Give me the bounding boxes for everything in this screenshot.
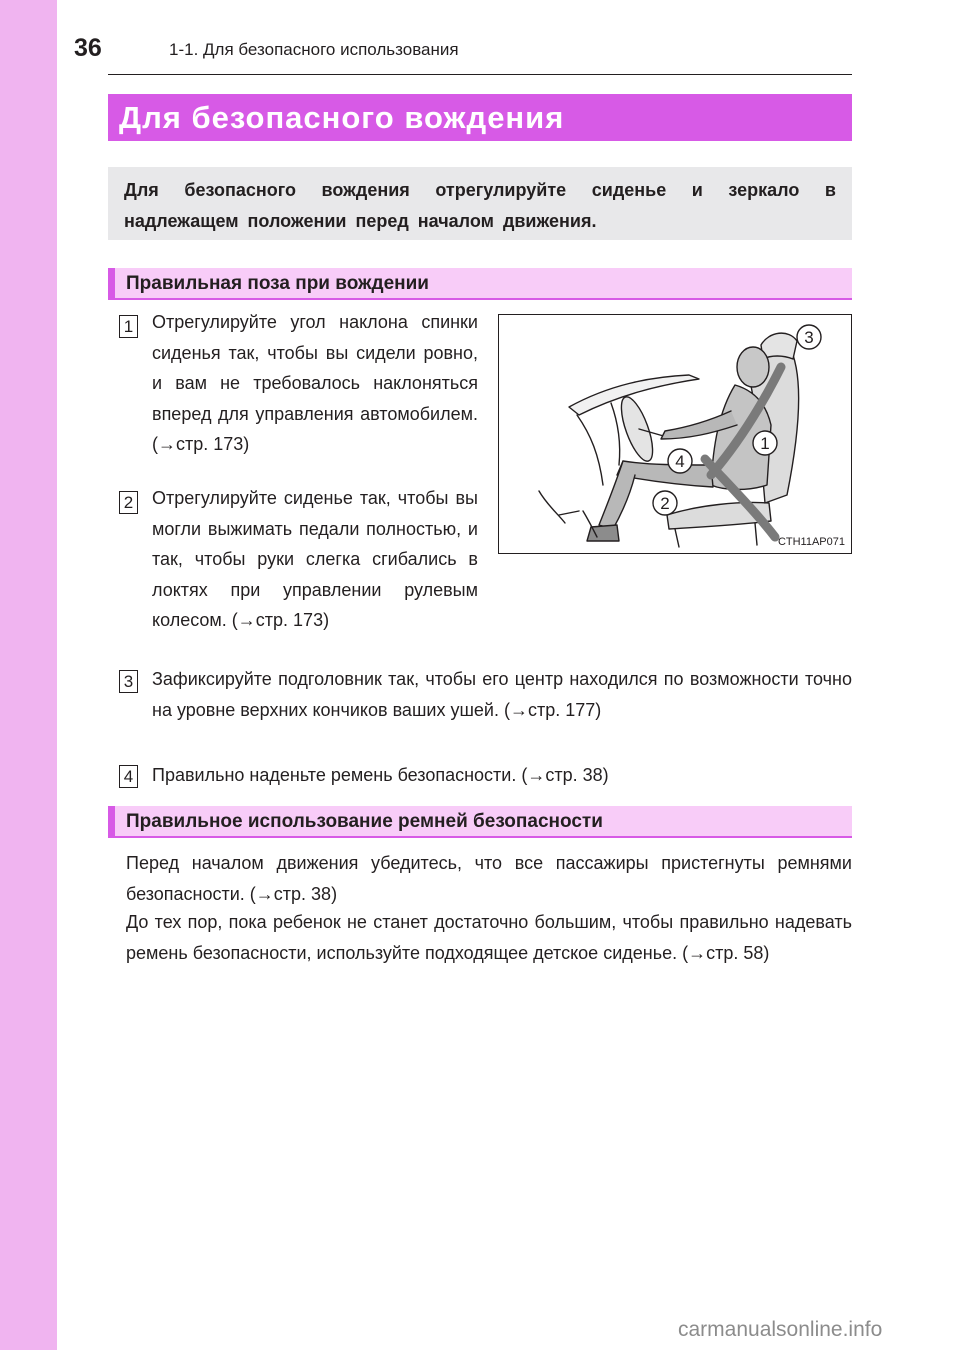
item-number-4: 4 [119, 765, 138, 788]
item-number-2: 2 [119, 491, 138, 514]
section-intro: Для безопасного вождения отрегулируйте сиденье и зеркало в надлежащем положении перед началом движения. [108, 167, 852, 240]
callout-1: 1 [760, 434, 770, 453]
callout-3: 3 [804, 328, 814, 347]
item-text-2: Отрегулируйте сиденье так, чтобы вы могли выжимать педали полностью, и так, чтобы руки слегка сгибались в локтях при управлении рулевым колесом. (→стр. 173) [152, 488, 478, 630]
side-tab-bar [0, 0, 57, 1350]
figure-code: CTH11AP071 [777, 536, 845, 548]
header-rule [108, 74, 852, 75]
callout-2: 2 [660, 494, 670, 513]
item-text-3: Зафиксируйте подголовник так, чтобы его центр находился по возможности точно на уровне верхних кончиков ваших ушей. (→стр. 177) [152, 669, 852, 720]
driver-seat-posture-illustration [499, 315, 851, 553]
driving-posture-figure [498, 314, 852, 554]
posture-heading: Правильная поза при вождении [108, 268, 852, 300]
running-title: 1-1. Для безопасного использования [169, 40, 459, 59]
item-number-1: 1 [119, 315, 138, 338]
section-title: Для безопасного вождения [108, 94, 852, 141]
callout-4: 4 [675, 452, 685, 471]
watermark: carmanualsonline.info [678, 1318, 883, 1341]
item-text-1: Отрегулируйте угол наклона спинки сиденья так, чтобы вы сидели ровно, и вам не требовалось наклоняться вперед для управления автомобилем. (→стр. 173) [152, 312, 478, 454]
item-number-3: 3 [119, 670, 138, 693]
seatbelt-heading: Правильное использование ремней безопасности [108, 806, 852, 838]
item-text-4: Правильно наденьте ремень безопасности. (→стр. 38) [152, 765, 609, 785]
seatbelt-paragraph-2: До тех пор, пока ребенок не станет достаточно большим, чтобы правильно надевать ремень безопасности, используйте подходящее детское сиденье. (→стр. 58) [126, 912, 852, 963]
page-number: 36 [74, 34, 102, 62]
seatbelt-paragraph-1: Перед началом движения убедитесь, что все пассажиры пристегнуты ремнями безопасности. (→стр. 38) [126, 853, 852, 904]
